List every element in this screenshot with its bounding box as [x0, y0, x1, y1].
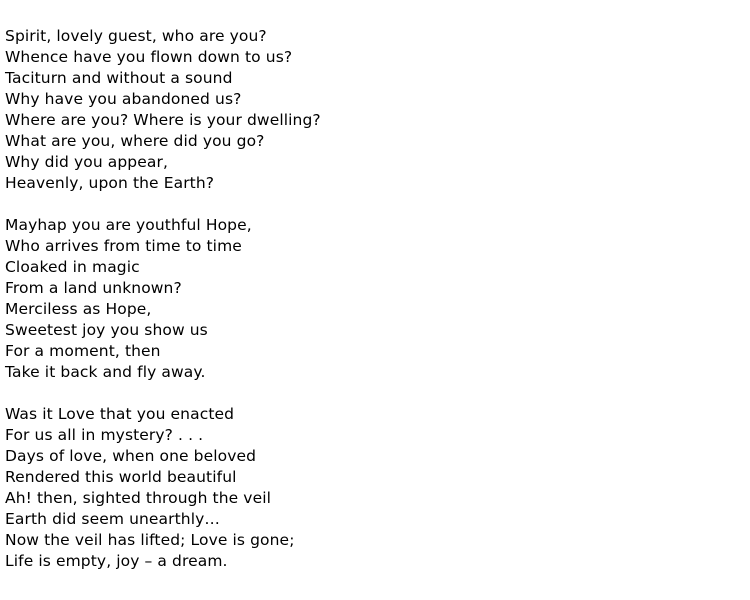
poem-line: Why did you appear, — [5, 153, 168, 171]
poem-line: Rendered this world beautiful — [5, 468, 237, 486]
poem-line: Days of love, when one beloved — [5, 447, 257, 465]
stanza-2 — [5, 215, 745, 383]
poem-line: Earth did seem unearthly… — [5, 510, 221, 528]
poem-line: Cloaked in magic — [5, 258, 140, 276]
poem-line: Heavenly, upon the Earth? — [5, 174, 215, 192]
stanza-1 — [5, 26, 745, 194]
poem-line: What are you, where did you go? — [5, 132, 265, 150]
poem-line: Whence have you flown down to us? — [5, 48, 293, 66]
poem-line: Was it Love that you enacted — [5, 405, 235, 423]
poem-line: Spirit, lovely guest, who are you? — [5, 27, 267, 45]
poem-text — [5, 26, 745, 593]
poem-line: From a land unknown? — [5, 279, 182, 297]
poem-line: Merciless as Hope, — [5, 300, 152, 318]
poem-line: Where are you? Where is your dwelling? — [5, 111, 321, 129]
poem-line: For us all in mystery? . . . — [5, 426, 204, 444]
poem-line: Mayhap you are youthful Hope, — [5, 216, 252, 234]
poem-line: Why have you abandoned us? — [5, 90, 242, 108]
poem-line: For a moment, then — [5, 342, 161, 360]
poem-line: Taciturn and without a sound — [5, 69, 233, 87]
stanza-3 — [5, 404, 745, 572]
poem-line: Ah! then, sighted through the veil — [5, 489, 272, 507]
poem-line: Sweetest joy you show us — [5, 321, 208, 339]
poem-line: Take it back and fly away. — [5, 363, 206, 381]
poem-line: Life is empty, joy – a dream. — [5, 552, 228, 570]
poem-line: Now the veil has lifted; Love is gone; — [5, 531, 295, 549]
poem-line: Who arrives from time to time — [5, 237, 242, 255]
